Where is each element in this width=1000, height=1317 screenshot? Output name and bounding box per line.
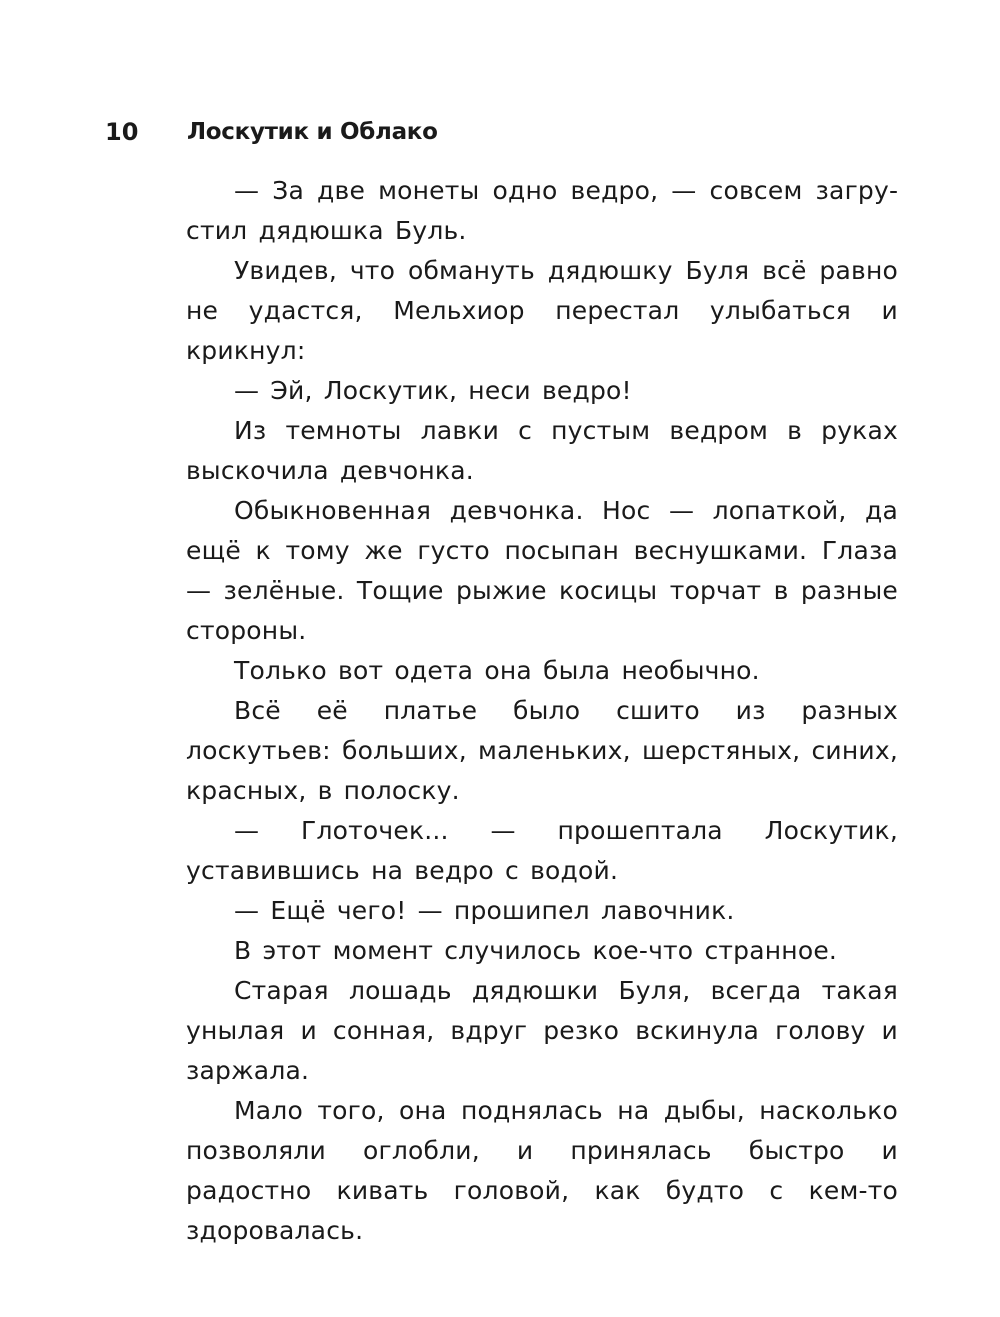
paragraph: Увидев, что обмануть дядюшку Буля всё равно не удастся, Мельхиор перестал улыбаться и крикнул: — [186, 256, 898, 365]
paragraph: Старая лошадь дядюшки Буля, всегда такая унылая и сонная, вдруг резко вскинула голову и заржала. — [186, 976, 898, 1085]
paragraph: Обыкновенная девчонка. Нос — лопаткой, да ещё к тому же густо посыпан веснушками. Глаза — зелёные. Тощие рыжие косицы торчат в разные стороны. — [186, 496, 898, 645]
book-title: Лоскутик и Облако — [187, 119, 438, 145]
paragraph: Только вот одета она была необычно. — [234, 656, 760, 685]
paragraph: Всё её платье было сшито из разных лоскутьев: больших, маленьких, шерстяных, синих, красных, в полоску. — [186, 696, 898, 805]
paragraph: Мало того, она поднялась на дыбы, насколько позволяли оглобли, и принялась быстро и радостно кивать головой, как будто с кем-то здоровалась. — [186, 1096, 898, 1245]
paragraph: — Глоточек... — прошептала Лоскутик, уставившись на ведро с водой. — [186, 816, 898, 885]
body-text — [186, 171, 898, 1251]
paragraph: — Эй, Лоскутик, неси ведро! — [234, 376, 632, 405]
running-head — [105, 112, 905, 152]
paragraph: — За две монеты одно ведро, — совсем загрустил дядюшка Буль. — [186, 176, 898, 245]
paragraph: Из темноты лавки с пустым ведром в руках выскочила девчонка. — [186, 416, 898, 485]
paragraph: В этот момент случилось кое-что странное. — [234, 936, 838, 965]
page-number: 10 — [105, 118, 139, 146]
paragraph: — Ещё чего! — прошипел лавочник. — [234, 896, 735, 925]
